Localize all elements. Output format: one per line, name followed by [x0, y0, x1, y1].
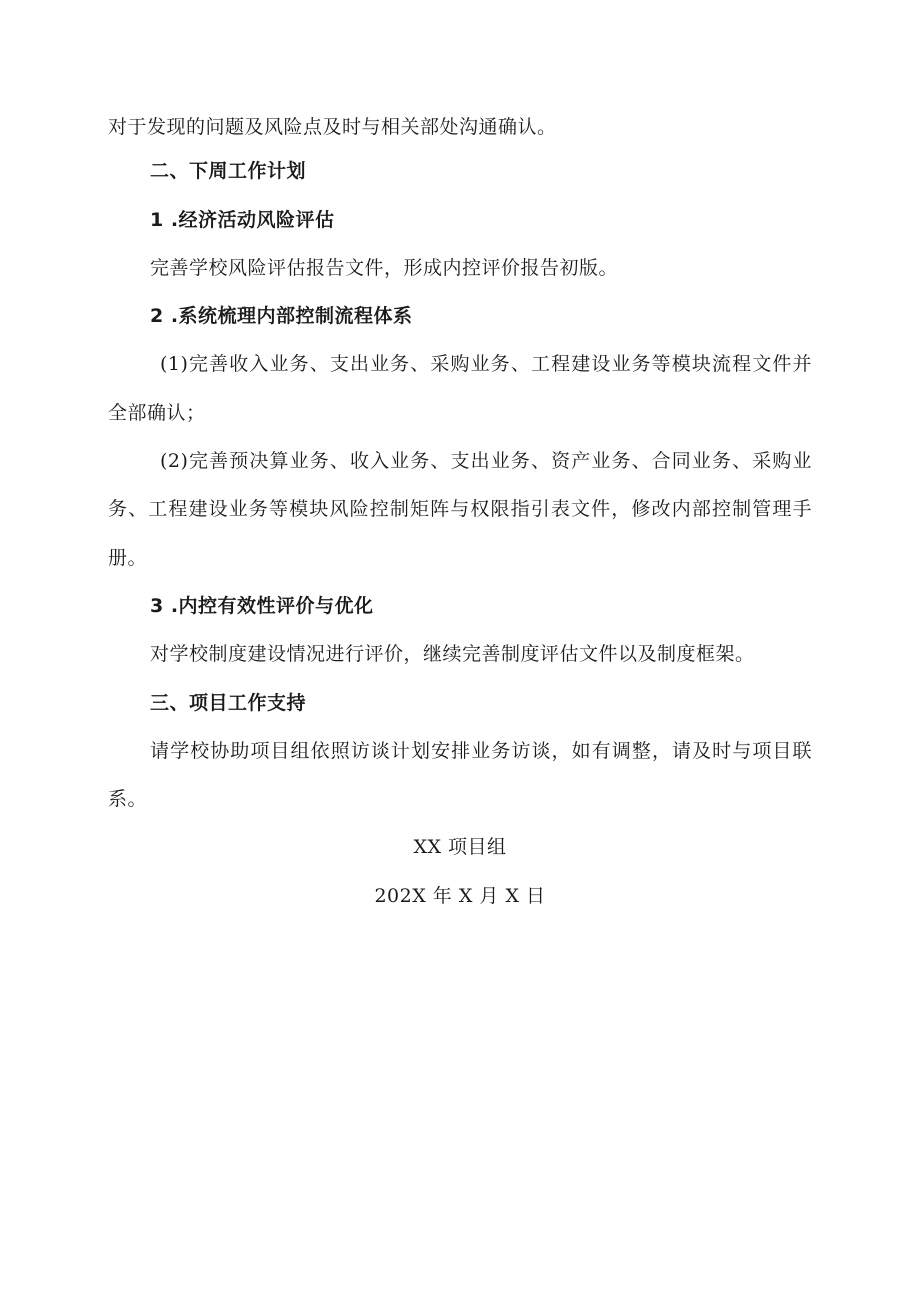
item-heading-control-process: 2 .系统梳理内部控制流程体系 — [150, 305, 413, 327]
paragraph-control-process-2-line1: (2)完善预决算业务、收入业务、支出业务、资产业务、合同业务、采购业 — [160, 450, 812, 472]
section-heading-next-week-plan: 二、下周工作计划 — [150, 160, 307, 182]
paragraph-control-process-1-line1: (1)完善收入业务、支出业务、采购业务、工程建设业务等模块流程文件并 — [160, 353, 812, 375]
paragraph-risk-assessment: 完善学校风险评估报告文件，形成内控评价报告初版。 — [150, 257, 619, 279]
section-heading-project-support: 三、项目工作支持 — [150, 692, 307, 714]
signature-organization: XX 项目组 — [413, 836, 507, 858]
item-heading-risk-assessment: 1 .经济活动风险评估 — [150, 209, 335, 231]
paragraph-project-support-line2: 系。 — [108, 788, 148, 810]
paragraph-control-process-1-line2: 全部确认； — [108, 402, 206, 424]
item-heading-effectiveness-evaluation: 3 .内控有效性评价与优化 — [150, 595, 374, 617]
signature-date: 202X 年 X 月 X 日 — [374, 885, 546, 907]
paragraph-control-process-2-line3: 册。 — [108, 547, 148, 569]
paragraph-project-support-line1: 请学校协助项目组依照访谈计划安排业务访谈，如有调整，请及时与项目联 — [150, 740, 812, 762]
paragraph-control-process-2-line2: 务、工程建设业务等模块风险控制矩阵与权限指引表文件，修改内部控制管理手 — [108, 498, 812, 520]
paragraph-effectiveness-evaluation: 对学校制度建设情况进行评价，继续完善制度评估文件以及制度框架。 — [150, 643, 755, 665]
paragraph-line: 对于发现的问题及风险点及时与相关部处沟通确认。 — [108, 116, 557, 138]
